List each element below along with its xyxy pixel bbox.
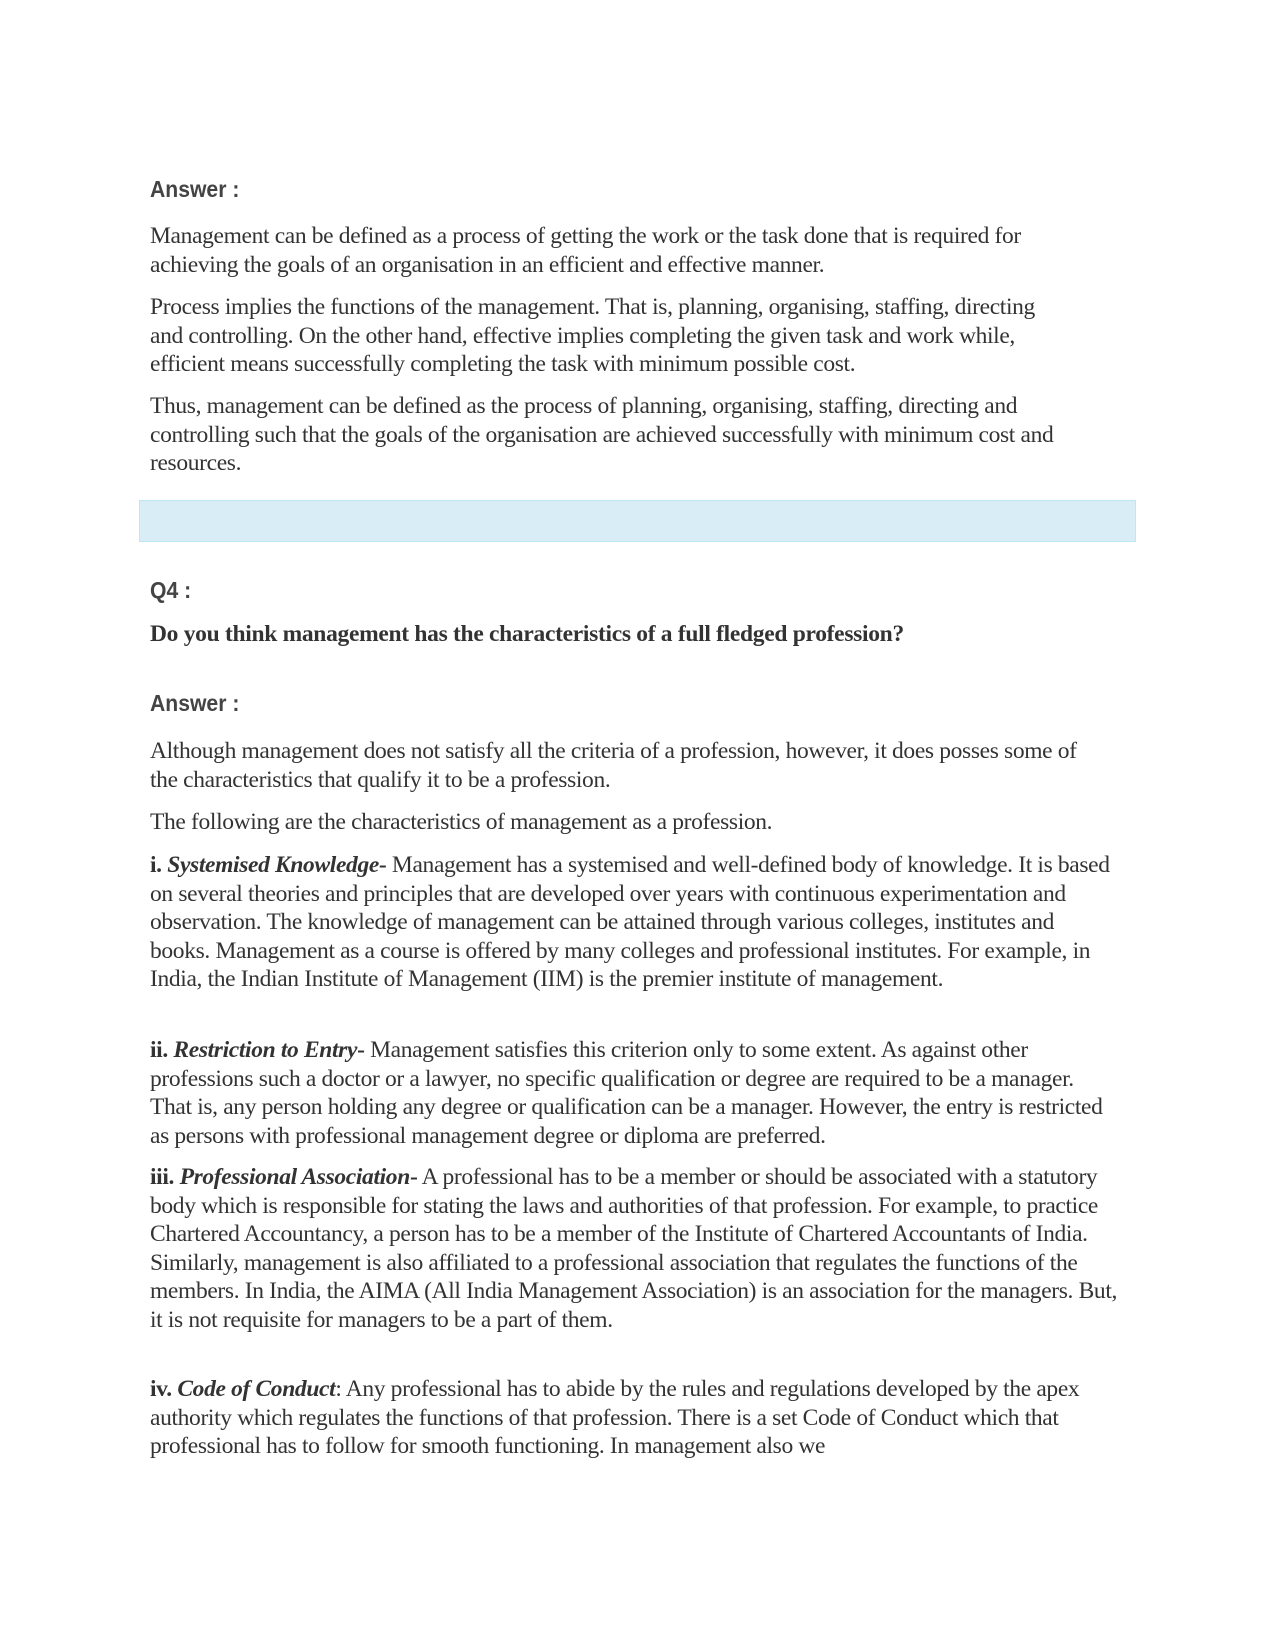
item-term: Restriction to Entry — [173, 1037, 358, 1063]
item-separator: - — [378, 852, 387, 878]
question-text: Do you think management has the characteristics of a full fledged profession? — [150, 621, 904, 647]
item-term: Professional Association — [179, 1164, 410, 1190]
item-term: Systemised Knowledge — [167, 852, 379, 878]
item-number: ii. — [150, 1037, 168, 1063]
answer-paragraph: Thus, management can be defined as the process of planning, organising, staffing, directing and controlling such that the goals of the organisation are achieved successfully with minimum cost and resources. — [150, 393, 1054, 476]
item-text: Management satisfies this criterion only to some extent. As against other professions such a doctor or a lawyer, no specific qualification or degree are required to be a manager. That is, any person holding any degree or qualification can be a manager. However, the entry is restricted as persons with professional management degree or diploma are preferred. — [150, 1037, 1103, 1149]
item-text: A professional has to be a member or should be associated with a statutory body which is responsible for stating the laws and authorities of that profession. For example, to practice Chartered Accountancy, a person has to be a member of the Institute of Chartered Accountants of India. Similarly, management is also affiliated to a professional association that regulates the functions of the members. In India, the AIMA (All India Management Association) is an association for the managers. But, it is not requisite for managers to be a part of them. — [150, 1164, 1118, 1333]
list-item — [150, 851, 1110, 994]
item-text: Any professional has to abide by the rules and regulations developed by the apex authority which regulates the functions of that profession. There is a set Code of Conduct which that professional has to follow for smooth functioning. In management also we — [150, 1376, 1080, 1459]
answer-paragraph: The following are the characteristics of management as a profession. — [150, 809, 773, 835]
answer-heading: Answer : — [150, 690, 240, 716]
item-number: i. — [150, 852, 162, 878]
answer-heading: Answer : — [150, 176, 240, 202]
answer-paragraph: Process implies the functions of the management. That is, planning, organising, staffing, directing and controlling. On the other hand, effective implies completing the given task and work while, efficient means successfully completing the task with minimum possible cost. — [150, 294, 1035, 377]
item-separator: : — [335, 1376, 342, 1402]
list-item — [150, 1163, 1120, 1334]
list-item — [150, 1036, 1120, 1150]
item-separator: - — [409, 1164, 418, 1190]
answer-paragraph: Although management does not satisfy all the criteria of a profession, however, it does posses some of the characteristics that qualify it to be a profession. — [150, 738, 1077, 793]
section-separator — [139, 500, 1136, 542]
item-term: Code of Conduct — [177, 1376, 336, 1402]
item-number: iii. — [150, 1164, 175, 1190]
item-number: iv. — [150, 1376, 172, 1402]
question-label: Q4 : — [150, 577, 192, 603]
list-item — [150, 1375, 1110, 1461]
item-separator: - — [357, 1037, 365, 1063]
answer-paragraph: Management can be defined as a process of getting the work or the task done that is required for achieving the goals of an organisation in an efficient and effective manner. — [150, 223, 1021, 278]
item-text: Management has a systemised and well-defined body of knowledge. It is based on several theories and principles that are developed over years with continuous experimentation and observation. The knowledge of management can be attained through various colleges, institutes and books. Management as a course is offered by many colleges and professional institutes. For example, in India, the Indian Institute of Management (IIM) is the premier institute of management. — [150, 852, 1110, 992]
